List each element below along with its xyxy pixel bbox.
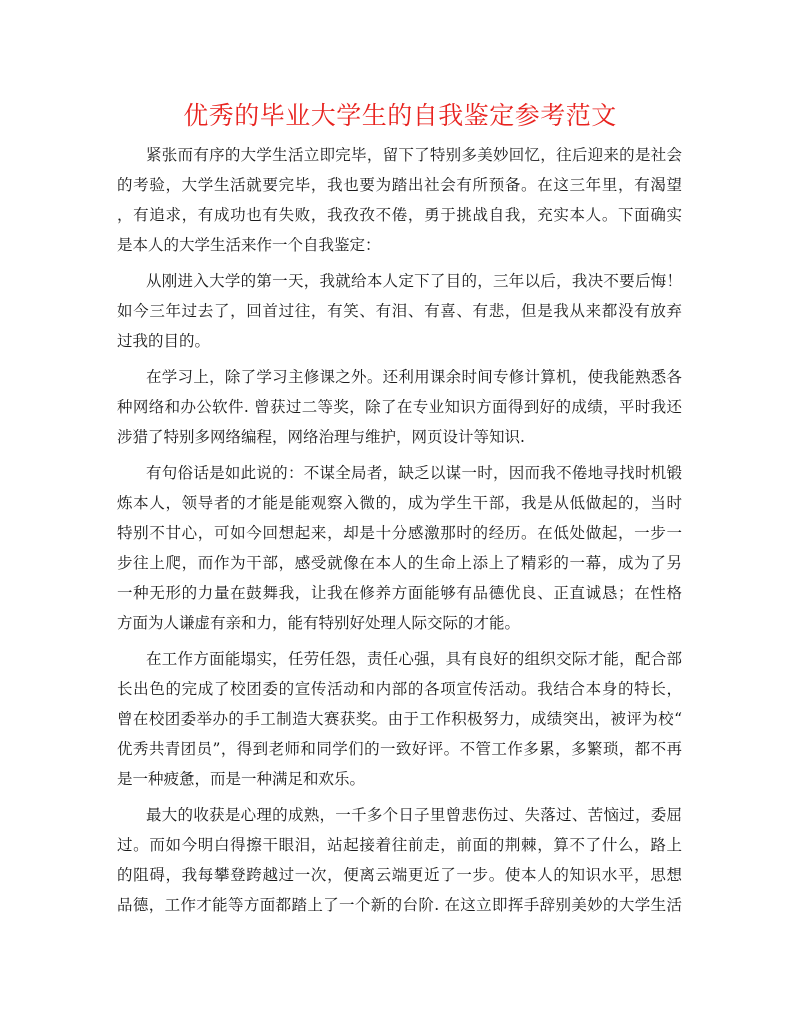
paragraph-intro [117,140,682,260]
text-line: 最大的收获是心理的成熟，一千多个日子里曾悲伤过、失落过、苦恼过，委屈 [146,806,682,824]
paragraph-goals [117,266,682,356]
text-line: ，有追求，有成功也有失败，我孜孜不倦，勇于挑战自我，充实本人。下面确实 [117,206,682,224]
text-line: 的考验，大学生活就要完毕，我也要为踏出社会有所预备。在这三年里，有渴望 [117,176,682,194]
text-line: 种网络和办公软件. 曾获过二等奖，除了在专业知识方面得到好的成绩，平时我还 [117,398,682,416]
text-line: 在学习上，除了学习主修课之外。还利用课余时间专修计算机，使我能熟悉各 [146,368,682,386]
text-line: 紧张而有序的大学生活立即完毕，留下了特别多美妙回忆，往后迎来的是社会 [146,146,682,164]
document-title: 优秀的毕业大学生的自我鉴定参考范文 [183,101,617,130]
text-line: 优秀共青团员”，得到老师和同学们的一致好评。不管工作多累，多繁琐，都不再 [117,740,682,758]
text-line: 涉猎了特别多网络编程，网络治理与维护，网页设计等知识. [117,428,525,446]
text-line: 曾在校团委举办的手工制造大赛获奖。由于工作积极努力，成绩突出，被评为校“ [117,710,682,728]
paragraph-study [117,362,682,452]
text-line: 特别不甘心，可如今回想起来，却是十分感激那时的经历。在低处做起，一步一 [117,524,682,542]
text-line: 方面为人谦虚有亲和力，能有特别好处理人际交际的才能。 [117,614,521,632]
document-body [117,140,682,926]
paragraph-growth [117,800,682,920]
text-line: 品德，工作才能等方面都踏上了一个新的台阶. 在这立即挥手辞别美妙的大学生活 [117,896,682,914]
text-line: 从刚进入大学的第一天，我就给本人定下了目的，三年以后，我决不要后悔！ [146,272,682,290]
text-line: 在工作方面能塌实，任劳任怨，责任心强，具有良好的组织交际才能，配合部 [146,650,682,668]
paragraph-leadership [117,458,682,638]
text-line: 的阻碍，我每攀登跨越过一次，便离云端更近了一步。使本人的知识水平，思想 [117,866,682,884]
text-line: 步往上爬，而作为干部，感受就像在本人的生命上添上了精彩的一幕，成为了另 [117,554,682,572]
text-line: 过。而如今明白得擦干眼泪，站起接着往前走，前面的荆棘，算不了什么，路上 [117,836,682,854]
text-line: 是一种疲惫，而是一种满足和欢乐。 [117,770,366,788]
text-line: 过我的目的。 [117,332,211,350]
text-line: 是本人的大学生活来作一个自我鉴定： [117,236,381,254]
text-line: 一种无形的力量在鼓舞我，让我在修养方面能够有品德优良、正直诚恳；在性格 [117,584,682,602]
text-line: 有句俗话是如此说的：不谋全局者，缺乏以谋一时，因而我不倦地寻找时机锻 [146,464,682,482]
text-line: 炼本人，领导者的才能是能观察入微的，成为学生干部，我是从低做起的，当时 [117,494,682,512]
text-line: 如今三年过去了，回首过往，有笑、有泪、有喜、有悲，但是我从来都没有放弃 [117,302,682,320]
text-line: 长出色的完成了校团委的宣传活动和内部的各项宣传活动。我结合本身的特长， [117,680,682,698]
paragraph-work [117,644,682,794]
